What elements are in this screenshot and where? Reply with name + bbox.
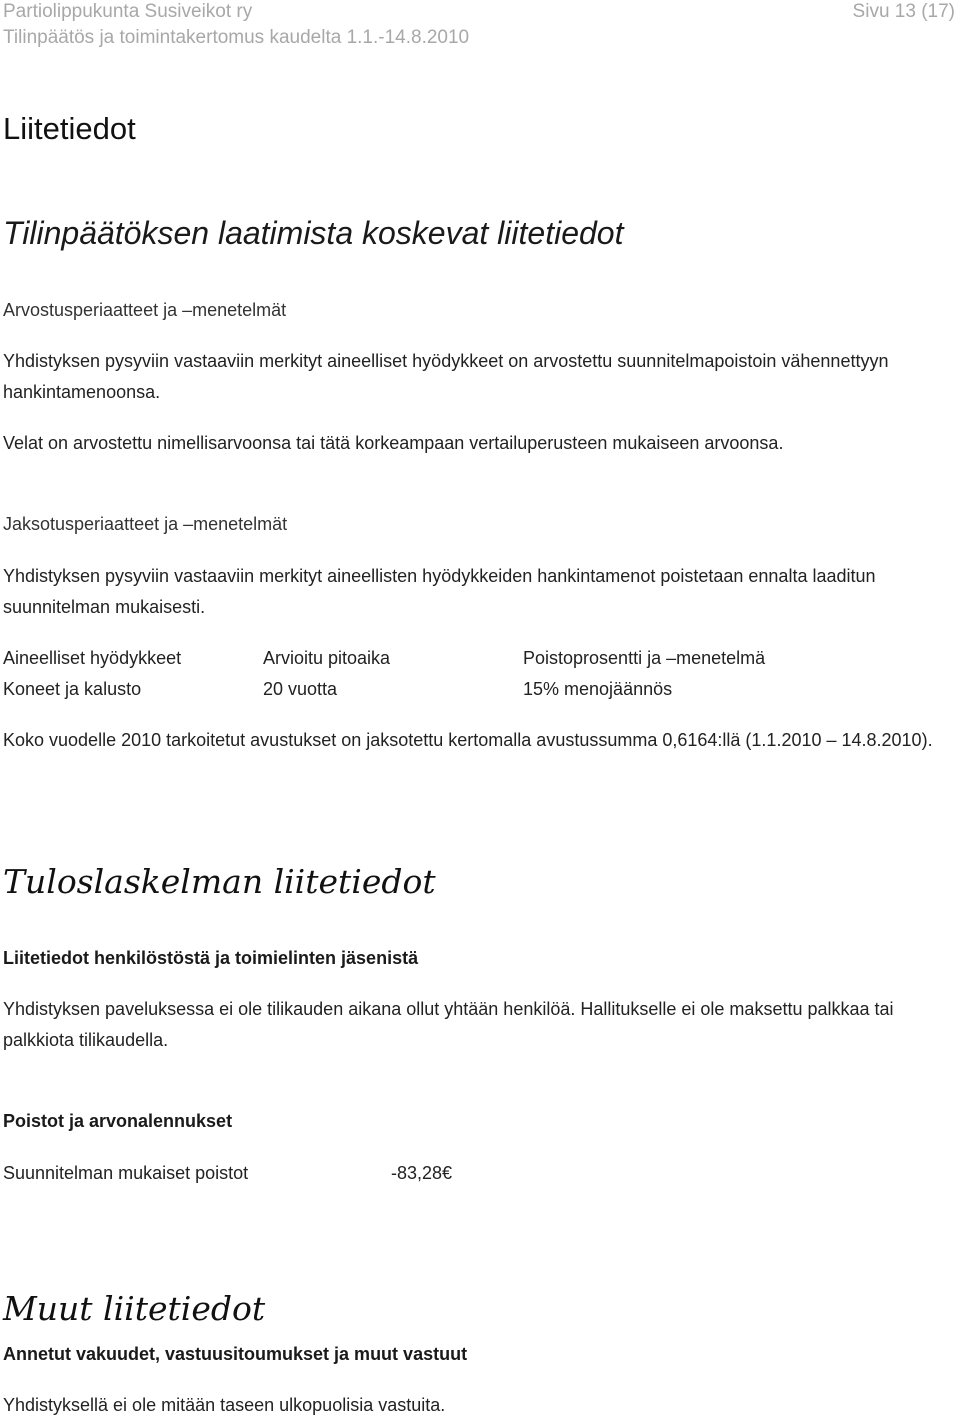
section2-subheading-personnel: Liitetiedot henkilöstöstä ja toimielinten jäsenistä	[3, 948, 419, 968]
section3-heading: Muut liitetiedot	[3, 1289, 266, 1328]
section1-paragraph-4: Koko vuodelle 2010 tarkoitetut avustukset on jaksotettu kertomalla avustussumma 0,6164:llä (1.1.2010 – 14.8.2010).	[3, 730, 933, 750]
header-page-number: Sivu 13 (17)	[852, 1, 955, 22]
table-header-depreciation: Poistoprosentti ja –menetelmä	[523, 648, 766, 668]
depreciation-row-value: -83,28€	[391, 1163, 453, 1183]
section1-subheading-valuation: Arvostusperiaatteet ja –menetelmät	[3, 300, 287, 320]
table-cell-depreciation: 15% menojäännös	[523, 679, 673, 699]
section1-subheading-accrual: Jaksotusperiaatteet ja –menetelmät	[3, 514, 288, 534]
section1-paragraph-3: Yhdistyksen pysyviin vastaaviin merkityt aineellisten hyödykkeiden hankintamenot poistetaan ennalta laaditun suunnitelman mukaisesti.	[3, 566, 876, 617]
page-title: Liitetiedot	[3, 111, 136, 146]
section1-paragraph-1: Yhdistyksen pysyviin vastaaviin merkityt aineelliset hyödykkeet on arvostettu suunnitelmapoistoin vähennettyyn hankintamenoonsa.	[3, 351, 889, 402]
header-subtitle: Tilinpäätös ja toimintakertomus kaudelta 1.1.-14.8.2010	[3, 27, 470, 48]
section3-paragraph-1: Yhdistyksellä ei ole mitään taseen ulkopuolisia vastuita.	[3, 1395, 446, 1415]
section2-paragraph-1: Yhdistyksen paveluksessa ei ole tilikauden aikana ollut yhtään henkilöä. Hallitukselle ei ole maksettu palkkaa tai palkkiota tilikaudella.	[3, 999, 894, 1050]
table-header-lifetime: Arvioitu pitoaika	[263, 648, 391, 668]
section3-subheading-liabilities: Annetut vakuudet, vastuusitoumukset ja muut vastuut	[3, 1344, 468, 1364]
section1-paragraph-2: Velat on arvostettu nimellisarvoonsa tai tätä korkeampaan vertailuperusteen mukaiseen arvoonsa.	[3, 433, 784, 453]
header-org: Partiolippukunta Susiveikot ry	[3, 1, 253, 22]
table-cell-lifetime: 20 vuotta	[263, 679, 338, 699]
section1-heading: Tilinpäätöksen laatimista koskevat liitetiedot	[3, 215, 624, 251]
table-header-asset: Aineelliset hyödykkeet	[3, 648, 182, 668]
table-cell-asset: Koneet ja kalusto	[3, 679, 142, 699]
depreciation-row-label: Suunnitelman mukaiset poistot	[3, 1163, 249, 1183]
section2-subheading-depreciation: Poistot ja arvonalennukset	[3, 1111, 233, 1131]
section2-heading: Tuloslaskelman liitetiedot	[3, 862, 436, 901]
